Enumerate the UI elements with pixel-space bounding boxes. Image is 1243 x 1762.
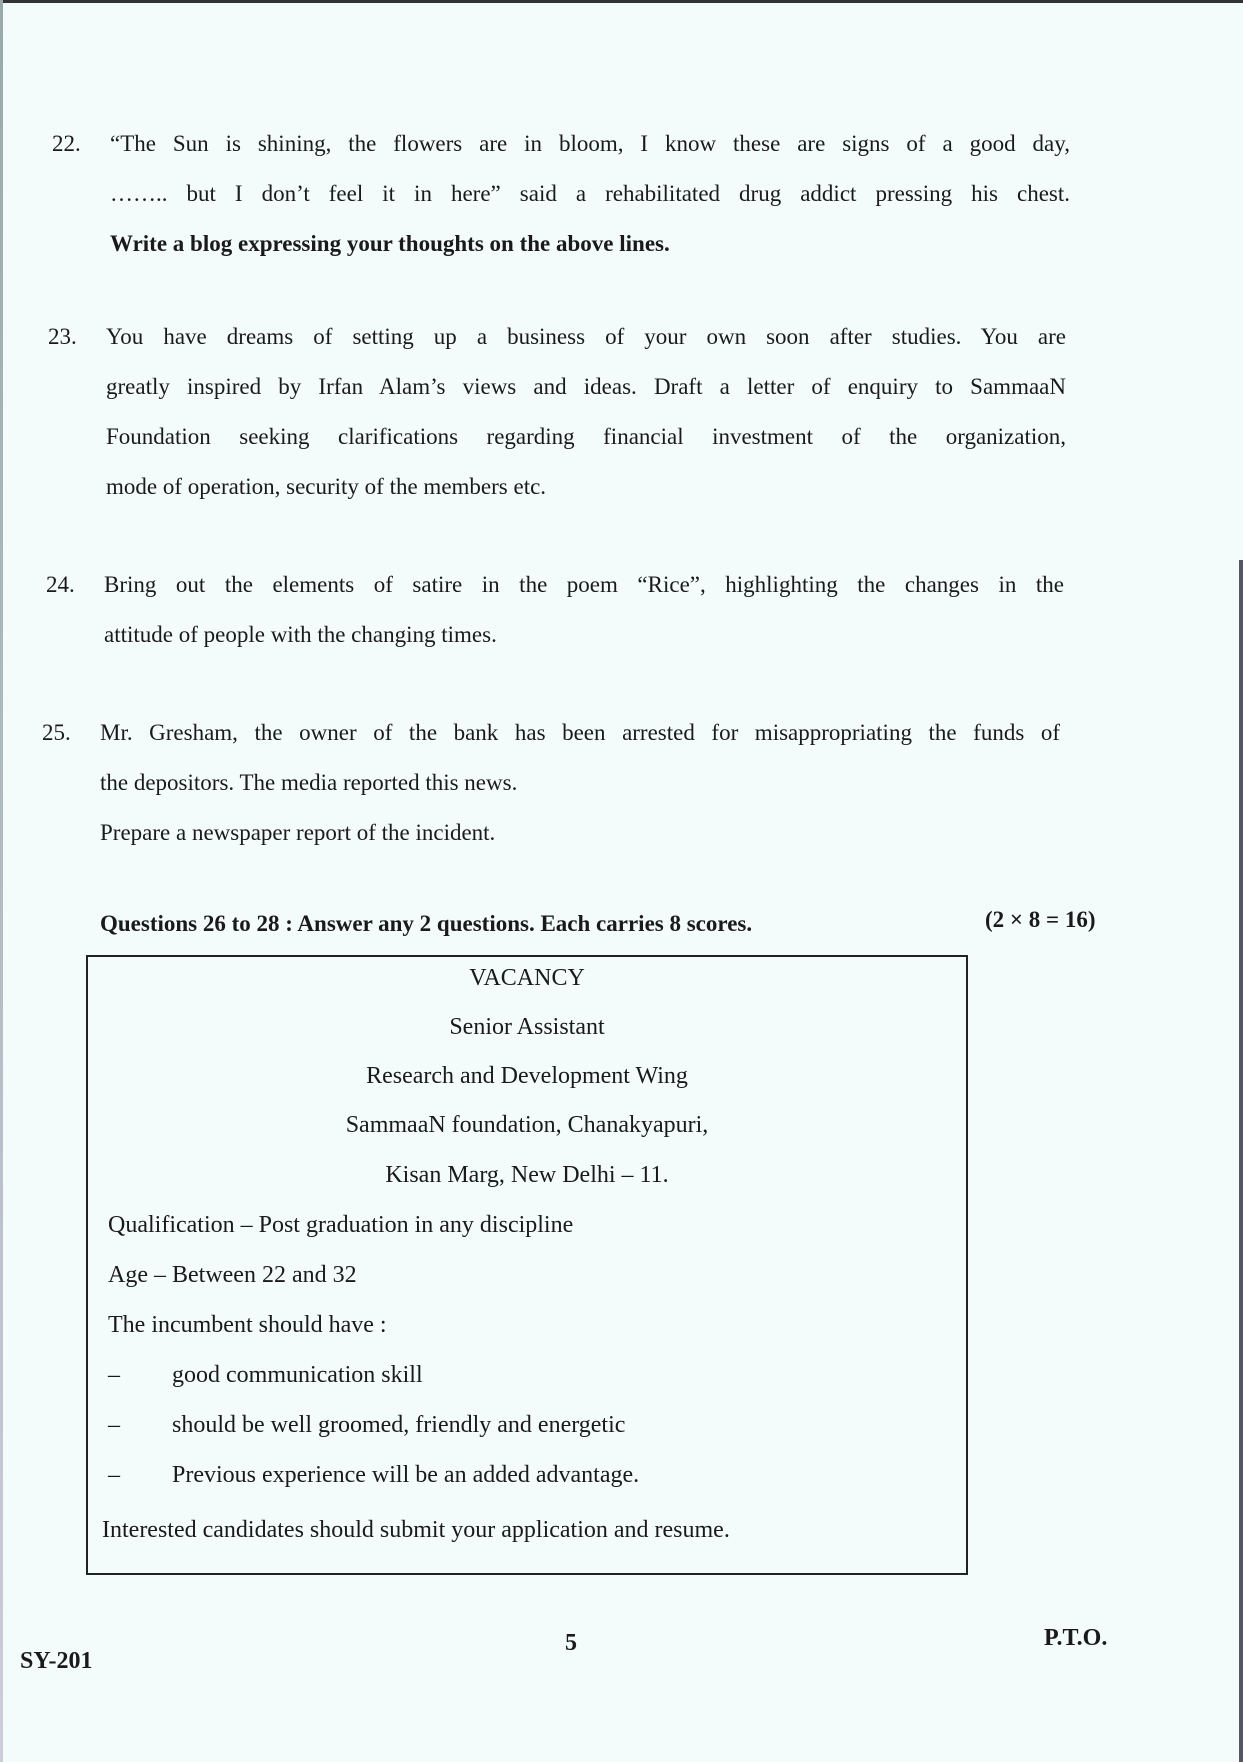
question-line: You have dreams of setting up a business of your own soon after studies. You are <box>106 324 1066 349</box>
bullet-marker: – <box>108 1362 120 1388</box>
bullet-text: Previous experience will be an added advantage. <box>172 1462 640 1488</box>
scan-left-edge <box>0 0 3 1762</box>
bullet-marker: – <box>108 1462 120 1488</box>
question-text <box>106 312 1066 512</box>
question-line: the depositors. The media reported this news. <box>100 770 518 795</box>
vacancy-address: Kisan Marg, New Delhi – 11. <box>385 1162 669 1188</box>
question-number: 25. <box>42 720 71 745</box>
top-rule <box>0 0 1243 3</box>
bullet-text: should be well groomed, friendly and energetic <box>172 1412 626 1438</box>
question-line: mode of operation, security of the members etc. <box>106 474 547 499</box>
vacancy-incumbent-intro: The incumbent should have : <box>108 1312 387 1338</box>
question-line: Write a blog expressing your thoughts on the above lines. <box>110 231 670 256</box>
question-number: 24. <box>46 572 75 597</box>
question-line: Bring out the elements of satire in the poem “Rice”, highlighting the changes in the <box>104 572 1064 597</box>
vacancy-organization: SammaaN foundation, Chanakyapuri, <box>345 1112 709 1138</box>
bullet-marker: – <box>108 1412 120 1438</box>
page-number: 5 <box>565 1630 577 1656</box>
vacancy-wing: Research and Development Wing <box>366 1063 688 1089</box>
bullet-text: good communication skill <box>172 1362 423 1388</box>
vacancy-age: Age – Between 22 and 32 <box>108 1262 357 1288</box>
question-number: 22. <box>52 131 81 156</box>
question-line: “The Sun is shining, the flowers are in bloom, I know these are signs of a good day, <box>110 131 1070 156</box>
question-text <box>100 708 1060 858</box>
vacancy-position: Senior Assistant <box>449 1014 605 1040</box>
question-line: Mr. Gresham, the owner of the bank has been arrested for misappropriating the funds of <box>100 720 1060 745</box>
question-line: Prepare a newspaper report of the incident. <box>100 820 496 845</box>
question-number: 23. <box>48 324 77 349</box>
question-text <box>104 560 1064 660</box>
vacancy-qualification: Qualification – Post graduation in any discipline <box>108 1212 574 1238</box>
question-line: greatly inspired by Irfan Alam’s views and ideas. Draft a letter of enquiry to SammaaN <box>106 374 1066 399</box>
section-heading: Questions 26 to 28 : Answer any 2 questions. Each carries 8 scores. <box>100 911 753 936</box>
question-text <box>110 119 1070 269</box>
vacancy-advertisement <box>86 955 968 1575</box>
question-line: Foundation seeking clarifications regarding financial investment of the organization, <box>106 424 1066 449</box>
question-line: …….. but I don’t feel it in here” said a rehabilitated drug addict pressing his chest. <box>110 181 1070 206</box>
vacancy-closing: Interested candidates should submit your application and resume. <box>102 1517 730 1543</box>
paper-code: SY-201 <box>20 1648 93 1674</box>
pto-label: P.T.O. <box>1044 1625 1108 1651</box>
scan-right-edge <box>1239 560 1243 1762</box>
question-line: attitude of people with the changing times. <box>104 622 497 647</box>
vacancy-title: VACANCY <box>469 965 585 991</box>
section-scores: (2 × 8 = 16) <box>985 907 1096 932</box>
